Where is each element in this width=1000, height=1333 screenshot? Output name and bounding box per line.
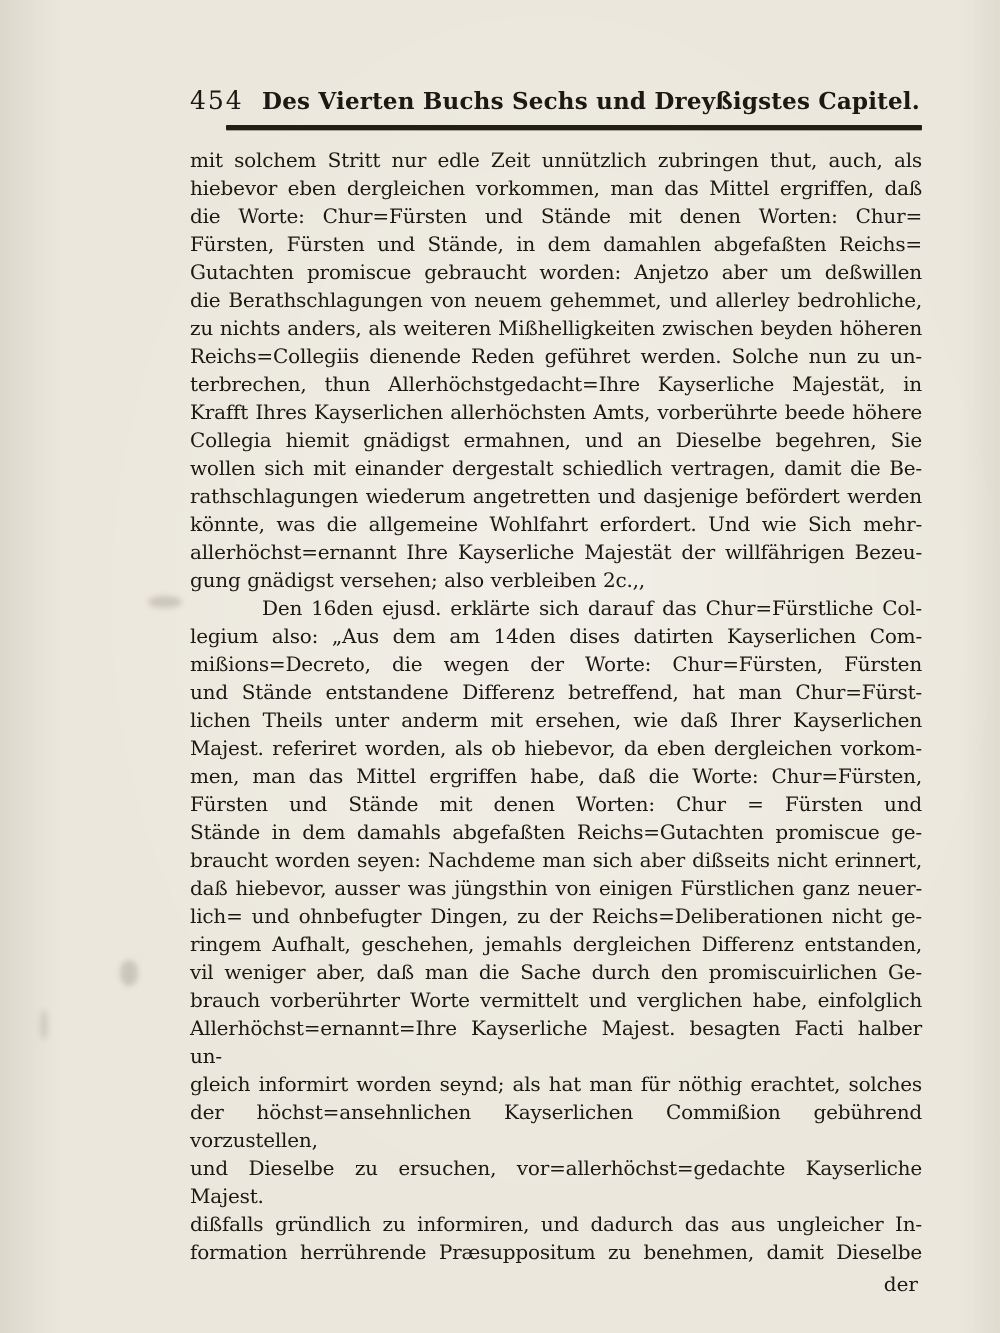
running-title: Des Vierten Buchs Sechs und Dreyßigstes Capitel. [262,88,920,115]
text-line: Collegia hiemit gnädigst ermahnen, und an Dieselbe begehren, Sie [190,428,922,452]
text-line: Stände in dem damahls abgefaßten Reichs=Gutachten promiscue ge- [190,820,922,844]
text-line: brauch vorberührter Worte vermittelt und verglichen habe, einfolglich [190,988,922,1012]
text-line: wollen sich mit einander dergestalt schiedlich vertragen, damit die Be- [190,456,922,480]
ink-smudge [120,960,138,986]
text-line: zu nichts anders, als weiteren Mißhelligkeiten zwischen beyden höheren [190,316,922,340]
page-header [190,86,922,115]
ink-smudge [40,1010,48,1040]
text-line: gleich informirt worden seynd; als hat man für nöthig erachtet, solches [190,1072,922,1096]
page-content [190,86,922,1296]
text-line: legium also: „Aus dem am 14den dises datirten Kayserlichen Com- [190,624,922,648]
header-rule [226,125,922,130]
text-line: lichen Theils unter anderm mit ersehen, wie daß Ihrer Kayserlichen [190,708,922,732]
text-line: daß hiebevor, ausser was jüngsthin von einigen Fürstlichen ganz neuer- [190,876,922,900]
text-line: Reichs=Collegiis dienende Reden geführet werden. Solche nun zu un- [190,344,922,368]
page-number: 454 [190,86,244,115]
text-line: Fürsten und Stände mit denen Worten: Chur = Fürsten und [190,792,922,816]
text-line: lich= und ohnbefugter Dingen, zu der Reichs=Deliberationen nicht ge- [190,904,922,928]
text-line: hiebevor eben dergleichen vorkommen, man das Mittel ergriffen, daß [190,176,922,200]
text-line: Den 16den ejusd. erklärte sich darauf das Chur=Fürstliche Col- [262,596,922,620]
text-line: allerhöchst=ernannt Ihre Kayserliche Majestät der willfährigen Bezeu- [190,540,922,564]
text-block [190,146,922,1266]
text-line: Fürsten, Fürsten und Stände, in dem damahlen abgefaßten Reichs= [190,232,922,256]
text-line: die Berathschlagungen von neuem gehemmet, und allerley bedrohliche, [190,288,922,312]
text-line: formation herrührende Præsuppositum zu benehmen, damit Dieselbe [190,1240,922,1264]
ink-smudge [148,596,182,608]
text-line: rathschlagungen wiederum angetretten und dasjenige befördert werden [190,484,922,508]
text-line: könnte, was die allgemeine Wohlfahrt erfordert. Und wie Sich mehr- [190,512,922,536]
text-line: braucht worden seyen: Nachdeme man sich aber dißseits nicht erinnert, [190,848,922,872]
text-line: der höchst=ansehnlichen Kayserlichen Commißion gebührend vorzustellen, [190,1100,922,1152]
text-line: men, man das Mittel ergriffen habe, daß die Worte: Chur=Fürsten, [190,764,922,788]
text-line: terbrechen, thun Allerhöchstgedacht=Ihre Kayserliche Majestät, in [190,372,922,396]
text-line: gung gnädigst versehen; also verbleiben 2c.,, [190,568,645,592]
text-line: Gutachten promiscue gebraucht worden: Anjetzo aber um deßwillen [190,260,922,284]
text-line: und Stände entstandene Differenz betreffend, hat man Chur=Fürst- [190,680,922,704]
text-line: Krafft Ihres Kayserlichen allerhöchsten Amts, vorberührte beede höhere [190,400,922,424]
text-line: die Worte: Chur=Fürsten und Stände mit denen Worten: Chur= [190,204,922,228]
text-line: mißions=Decreto, die wegen der Worte: Chur=Fürsten, Fürsten [190,652,922,676]
text-line: Majest. referiret worden, als ob hiebevor, da eben dergleichen vorkom- [190,736,922,760]
text-line: vil weniger aber, daß man die Sache durch den promiscuirlichen Ge- [190,960,922,984]
text-line: ringem Aufhalt, geschehen, jemahls dergleichen Differenz entstanden, [190,932,922,956]
text-line: und Dieselbe zu ersuchen, vor=allerhöchst=gedachte Kayserliche Majest. [190,1156,922,1208]
catchword: der [883,1272,918,1296]
text-line: Allerhöchst=ernannt=Ihre Kayserliche Majest. besagten Facti halber un- [190,1016,922,1068]
text-line: mit solchem Stritt nur edle Zeit unnützlich zubringen thut, auch, als [190,148,922,172]
text-line: dißfalls gründlich zu informiren, und dadurch das aus ungleicher In- [190,1212,922,1236]
